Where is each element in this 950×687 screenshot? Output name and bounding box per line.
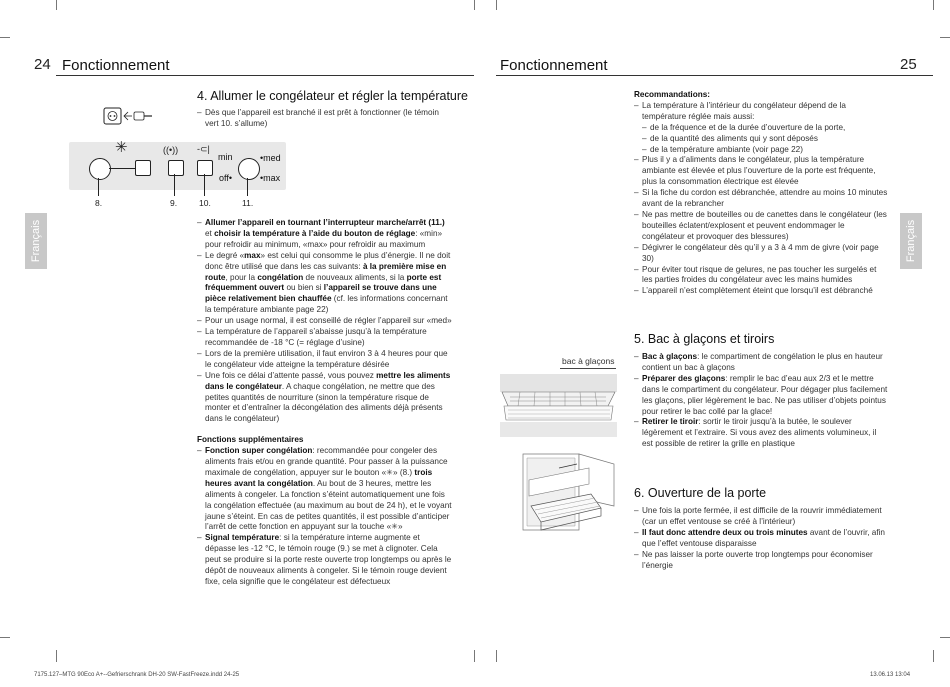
callout-11: 11. [242,198,254,208]
section-4-body: – Allumer l’appareil en tournant l’interrupteur marche/arrêt (11.) et choisir la température à l’aide du bouton de réglage: «min» pour refroidir au minimum, «max» pour refroidir au maximum – Le degré «max» est celui qui consomme le plus d’énergie. Il ne doit donc être utilisé que dans les cas suivants: à la première mise en route, pour la congélation de nouveaux aliments, si la porte est fréquemment ouvert ou bien si l’appareil se trouve dans une pièce relativement bien chauffée (cf. les informations concernant la température ambiante page 22) – Pour un usage normal, il est conseillé de régler l’appareil sur «med» – La température de l’appareil s’abaisse jusqu’à la température recommandée de -18 °C (= réglage d’usine) – Lors de la première utilisation, il faut environ 3 à 4 heures pour que le congélateur vide atteigne la température désirée – Une fois ce délai d’attente passé, vous pouvez mettre les aliments dans le congélateur. A chaque congélation, ne mettre que des petites quantités de nourriture (sinon la température risque de monter et d’entraîner la décongélation des aliments déjà présents dans le congélateur) Fonctions supplémentaires – Fonction super congélation: recommandée pour congeler des aliments frais et/ou en grande quantité. Pour passer à la puissance maximale de congélation, appuyer sur le bouton «✳» (8.) trois heures avant la congélation. Au bout de 3 heures, mettre les aliments à congeler. La fonction s’éteint automatiquement une fois la congélation effectuée (au maximum au bout de 24 h), et le voyant jaune s’éteint. En cas de petites quantités, il est possible d’anticiper l’arrêt de cette fonction en appuyant sur la touche «✳» – Signal température: si la température interne augmente et dépasse les -12 °C, le témoin rouge (9.) se met à clignoter. Cela peut se produire si la porte reste ouverte trop longtemps ou après le dépôt de nouveaux aliments à congeler. Si le témoin rouge devient fixe, cela signifie que le congélateur est défectueux [197,218,452,588]
knob-min-label: min [218,152,233,162]
crop-mark [940,37,950,38]
power-led [197,160,213,176]
alarm-led [168,160,184,176]
section-6-title: 6. Ouverture de la porte [634,486,767,500]
crop-mark [0,637,10,638]
drawer-illustration [519,450,619,538]
language-tab-left: Français [25,213,47,269]
header-rule-right [496,75,933,76]
crop-mark [474,0,475,10]
language-tab-right: Français [900,213,922,269]
crop-mark [56,0,57,10]
callout-line [174,174,175,196]
page-number-left: 24 [34,56,51,73]
footer-timestamp: 13.06.13 13:04 [870,672,911,678]
crop-mark [496,0,497,10]
callout-9: 9. [170,198,178,208]
callout-line [98,178,99,196]
power-plug-icon: -⊂| [197,144,210,154]
section-5-title: 5. Bac à glaçons et tiroirs [634,332,775,346]
crop-mark [940,637,950,638]
ice-tray-illustration [500,372,617,437]
callout-10: 10. [199,198,211,208]
callout-line [560,368,616,369]
temperature-alarm-icon: ((•)) [163,145,179,155]
footer-file-info: 7175.127–MTG 90Eco A+--Gefrierschrank DH-20 SW-FastFreeze.indd 24-25 [34,672,240,678]
crop-mark [0,37,10,38]
knob-off-label: off• [219,173,232,183]
super-freeze-led [135,160,151,176]
recommendations: Recommandations: – La température à l’intérieur du congélateur dépend de la température réglée mais aussi: – de la fréquence et de la durée d’ouverture de la porte, – de la quantité des aliments qui y sont déposés – de la température ambiante (voir page 22) – Plus il y a d’aliments dans le congélateur, plus la température ambiante est élevée et plus l’ouverture de la porte est fréquente, plus la consommation électrique est élevée – Si la fiche du cordon est débranchée, attendre au moins 10 minutes avant de la rebrancher – Ne pas mettre de bouteilles ou de canettes dans le congélateur (les bouteilles éclatent/explosent et peuvent endommager le congélateur et provoquer des blessures) – Dégivrer le congélateur dès qu’il y a 3 à 4 mm de givre (voir page 30) – Pour éviter tout risque de gelures, ne pas toucher les surgelés et les parties froides du congélateur avec les mains humides – L’appareil n’est complètement éteint que lorsqu’il est débranché [634,90,889,297]
super-freeze-button [89,158,111,180]
knob-med-label: •med [260,153,281,163]
callout-8: 8. [95,198,103,208]
crop-mark [496,650,497,662]
header-rule-left [56,75,474,76]
page-number-right: 25 [900,56,917,73]
page-header-left: Fonctionnement [62,57,170,74]
connector-line [109,168,135,169]
callout-line [204,174,205,196]
plug-icon [102,107,154,125]
section-6-body: – Une fois la porte fermée, il est difficile de la rouvrir immédiatement (car un effet ventouse se créé à l’intérieur) – Il faut donc attendre deux ou trois minutes avant de l’ouvrir, afin que l’effet ventouse disparaisse – Ne pas laisser la porte ouverte trop longtemps pour économiser l’énergie [634,506,889,571]
super-freeze-icon: ✳ [115,139,128,156]
crop-mark [933,650,934,662]
figure-label: bac à glaçons [562,356,615,366]
section-5-body: – Bac à glaçons: le compartiment de congélation le plus en hauteur contient un bac à glaçons – Préparer des glaçons: remplir le bac d’eau aux 2/3 et le mettre dans le compartiment du congélateur. Pour dégager plus facilement les glaçons, plier légèrement le bac. Ne pas utiliser d’objets pointus pour retirer le bac collé par la glace! – Retirer le tiroir: sortir le tiroir jusqu’à la butée, le soulever légèrement et l’extraire. Si vous avez des aliments volumineux, il est possible de retirer la grille en plastique [634,352,889,450]
callout-line [247,178,248,196]
section-4-title: 4. Allumer le congélateur et régler la température [197,89,468,103]
crop-mark [474,650,475,662]
page-header-right: Fonctionnement [500,57,608,74]
section-4-intro: – Dès que l’appareil est branché il est prêt à fonctionner (le témoin vert 10. s’allume) [197,108,452,130]
crop-mark [933,0,934,10]
crop-mark [56,650,57,662]
knob-max-label: •max [260,173,281,183]
temperature-knob [238,158,260,180]
